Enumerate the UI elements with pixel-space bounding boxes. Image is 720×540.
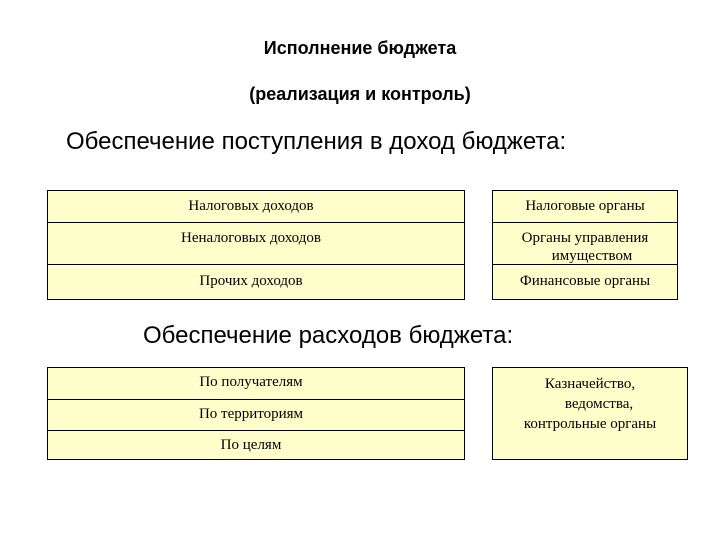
income-authorities-table: [492, 190, 678, 300]
income-heading: Обеспечение поступления в доход бюджета:: [66, 128, 567, 155]
expense-classification-table: [47, 367, 465, 460]
expense-by-territories: По территориям: [48, 399, 464, 430]
authority-property-line1: Органы управления: [521, 230, 649, 246]
expense-authorities-box: [492, 367, 688, 460]
authority-tax: Налоговые органы: [525, 198, 645, 214]
expense-authorities-text: [493, 374, 687, 434]
income-source-other: Прочих доходов: [48, 264, 464, 300]
income-source-nontax: Неналоговых доходов: [48, 222, 464, 264]
expense-by-purposes: По целям: [48, 430, 464, 461]
expense-by-recipients: По получателям: [199, 374, 303, 390]
authority-finance: Финансовые органы: [493, 264, 677, 300]
expense-authority-agencies: ведомства,: [564, 396, 634, 412]
expense-heading: Обеспечение расходов бюджета:: [143, 322, 514, 349]
expense-authority-control: контрольные органы: [523, 416, 657, 432]
income-source-tax: Налоговых доходов: [188, 198, 314, 214]
authority-property-line2: имуществом: [551, 248, 633, 264]
slide-subtitle: (реализация и контроль): [249, 84, 471, 104]
income-sources-table: [47, 190, 465, 300]
authority-property: [493, 222, 677, 264]
slide-title: Исполнение бюджета: [263, 38, 457, 58]
expense-authority-treasury: Казначейство,: [544, 376, 636, 392]
